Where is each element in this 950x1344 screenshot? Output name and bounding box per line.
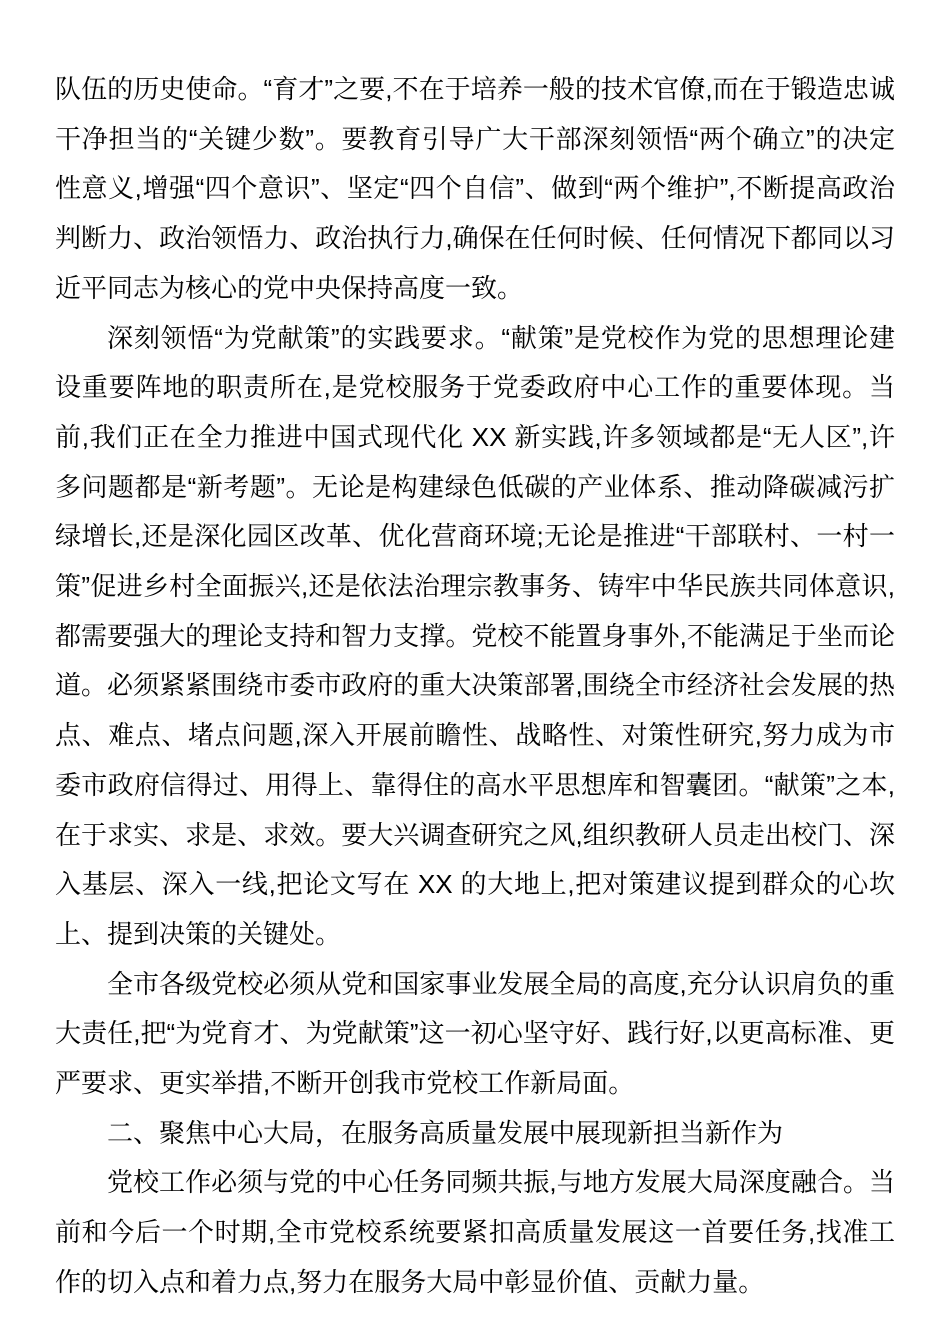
section-heading: 二、聚焦中心大局，在服务高质量发展中展现新担当新作为 bbox=[107, 1117, 784, 1148]
paragraph-body-continued: 队伍的历史使命。“育才”之要,不在于培养一般的技术官僚,而在于锻造忠诚干净担当的“关键少数”。要教育引导广大干部深刻领悟“两个确立”的决定性意义,增强“四个意识”、坚定“四个自信”、做到“两个维护”,不断提高政治判断力、政治领悟力、政治执行力,确保在任何时候、任何情况下都同以习近平同志为核心的党中央保持高度一致。 bbox=[55, 74, 895, 303]
paragraph-body: 全市各级党校必须从党和国家事业发展全局的高度,充分认识肩负的重大责任,把“为党育才、为党献策”这一初心坚守好、践行好,以更高标准、更严要求、更实举措,不断开创我市党校工作新局面。 bbox=[55, 968, 895, 1099]
paragraph-body: 党校工作必须与党的中心任务同频共振,与地方发展大局深度融合。当前和今后一个时期,全市党校系统要紧扣高质量发展这一首要任务,找准工作的切入点和着力点,努力在服务大局中彰显价值、贡献力量。 bbox=[55, 1167, 895, 1297]
paragraph-body: 深刻领悟“为党献策”的实践要求。“献策”是党校作为党的思想理论建设重要阵地的职责所在,是党校服务于党委政府中心工作的重要体现。当前,我们正在全力推进中国式现代化 XX 新实践,许多领域都是“无人区”,许多问题都是“新考题”。无论是构建绿色低碳的产业体系、推动降碳减污扩绿增长,还是深化园区改革、优化营商环境;无论是推进“干部联村、一村一策”促进乡村全面振兴,还是依法治理宗教事务、铸牢中华民族共同体意识,都需要强大的理论支持和智力支撑。党校不能置身事外,不能满足于坐而论道。必须紧紧围绕市委市政府的重大决策部署,围绕全市经济社会发展的热点、难点、堵点问题,深入开展前瞻性、战略性、对策性研究,努力成为市委市政府信得过、用得上、靠得住的高水平思想库和智囊团。“献策”之本,在于求实、求是、求效。要大兴调查研究之风,组织教研人员走出校门、深入基层、深入一线,把论文写在 XX 的大地上,把对策建议提到群众的心坎上、提到决策的关键处。 bbox=[55, 322, 895, 949]
